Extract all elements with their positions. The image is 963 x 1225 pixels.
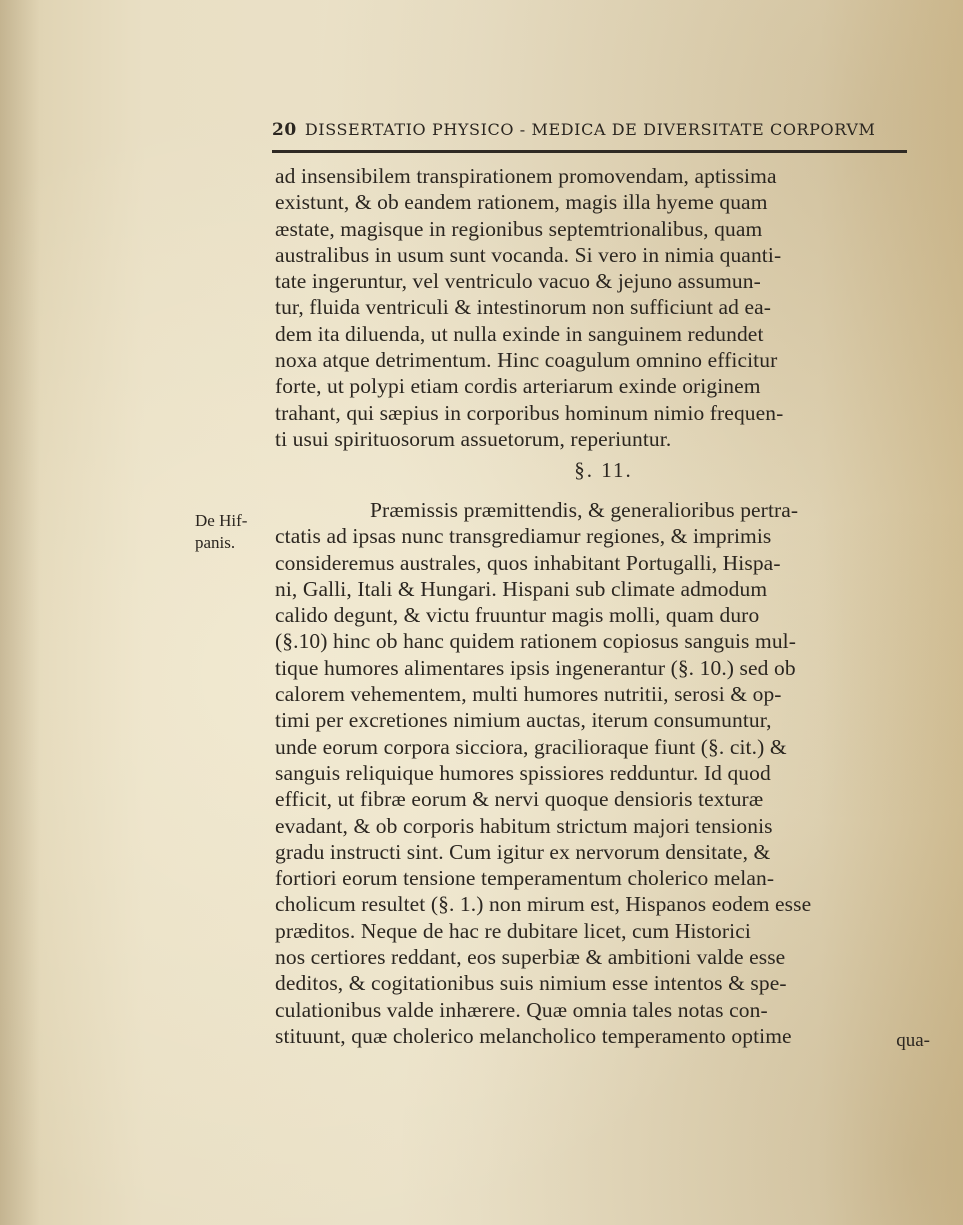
text-line: trahant, qui sæpius in corporibus hominum nimio frequen- bbox=[275, 400, 784, 425]
text-line: fortiori eorum tensione temperamentum cholerico melan- bbox=[275, 866, 775, 891]
text-line: Præmissis præmittendis, & generalioribus pertra- bbox=[370, 498, 799, 522]
page-number: 20 bbox=[272, 120, 297, 140]
text-line: tur, fluida ventriculi & intestinorum non sufficiunt ad ea- bbox=[275, 295, 772, 320]
text-line: stituunt, quæ cholerico melancholico temperamento optime bbox=[275, 1023, 792, 1048]
text-line: æstate, magisque in regionibus septemtrionalibus, quam bbox=[275, 216, 763, 241]
text-line: gradu instructi sint. Cum igitur ex nervorum densitate, & bbox=[275, 839, 771, 864]
text-line: ad insensibilem transpirationem promovendam, aptissima bbox=[275, 164, 777, 188]
text-line: cholicum resultet (§. 1.) non mirum est, Hispanos eodem esse bbox=[275, 892, 812, 917]
text-line: forte, ut polypi etiam cordis arteriarum exinde originem bbox=[275, 374, 761, 399]
text-line: timi per excretiones nimium auctas, iterum consumuntur, bbox=[275, 708, 772, 733]
text-line: dem ita diluenda, ut nulla exinde in sanguinem redundet bbox=[275, 321, 764, 346]
margin-note-line: panis. bbox=[195, 533, 236, 552]
text-line: calorem vehementem, multi humores nutritii, serosi & op- bbox=[275, 682, 782, 707]
text-line: evadant, & ob corporis habitum strictum majori tensionis bbox=[275, 813, 773, 838]
catchword: qua- bbox=[896, 1030, 930, 1051]
text-line: consideremus australes, quos inhabitant Portugalli, Hispa- bbox=[275, 550, 781, 575]
binding-shadow bbox=[0, 0, 40, 1225]
section-heading: §. 11. bbox=[574, 458, 633, 482]
text-line: sanguis reliquique humores spissiores redduntur. Id quod bbox=[275, 760, 771, 785]
text-line: culationibus valde inhærere. Quæ omnia tales notas con- bbox=[275, 997, 768, 1022]
text-line: tate ingeruntur, vel ventriculo vacuo & jejuno assumun- bbox=[275, 269, 761, 294]
text-line: ctatis ad ipsas nunc transgrediamur regiones, & imprimis bbox=[275, 524, 772, 549]
text-line: deditos, & cogitationibus suis nimium esse intentos & spe- bbox=[275, 971, 787, 996]
text-line: nos certiores reddant, eos superbiæ & ambitioni valde esse bbox=[275, 945, 786, 970]
running-header bbox=[272, 120, 905, 148]
margin-note bbox=[195, 510, 265, 554]
text-line: ni, Galli, Itali & Hungari. Hispani sub climate admodum bbox=[275, 576, 768, 601]
margin-note-line: De Hif- bbox=[195, 511, 248, 530]
text-line: calido degunt, & victu fruuntur magis molli, quam duro bbox=[275, 603, 760, 628]
text-line: unde eorum corpora sicciora, gracilioraque fiunt (§. cit.) & bbox=[275, 734, 787, 759]
header-rule bbox=[272, 150, 907, 153]
text-line: existunt, & ob eandem rationem, magis illa hyeme quam bbox=[275, 190, 768, 215]
running-title: DISSERTATIO PHYSICO - MEDICA DE DIVERSITATE CORPORVM bbox=[304, 120, 876, 139]
text-line: tique humores alimentares ipsis ingenerantur (§. 10.) sed ob bbox=[275, 655, 796, 680]
paragraph-2 bbox=[275, 497, 932, 1049]
text-line: (§.10) hinc ob hanc quidem rationem copiosus sanguis mul- bbox=[275, 629, 797, 654]
text-line: efficit, ut fibræ eorum & nervi quoque densioris texturæ bbox=[275, 787, 764, 812]
text-line: præditos. Neque de hac re dubitare licet, cum Historici bbox=[275, 918, 751, 943]
text-line: australibus in usum sunt vocanda. Si vero in nimia quanti- bbox=[275, 242, 782, 267]
paragraph-1 bbox=[275, 163, 932, 452]
text-line: ti usui spirituosorum assuetorum, reperiuntur. bbox=[275, 426, 672, 451]
text-line: noxa atque detrimentum. Hinc coagulum omnino efficitur bbox=[275, 348, 778, 373]
